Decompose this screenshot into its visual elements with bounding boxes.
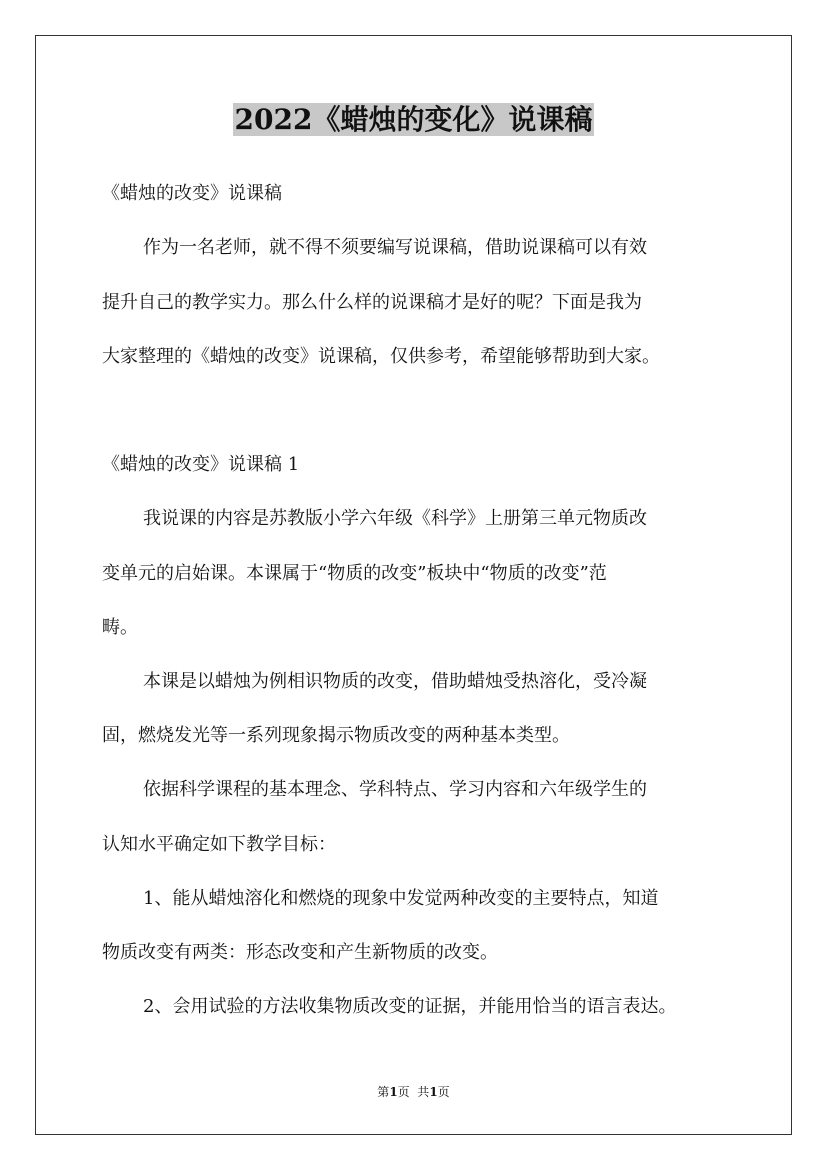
paragraph-line: 提升自己的教学实力。那么什么样的说课稿才是好的呢？下面是我为	[102, 292, 642, 313]
paragraph-line: 依据科学课程的基本理念、学科特点、学习内容和六年级学生的	[143, 779, 647, 800]
paragraph-line: 本课是以蜡烛为例相识物质的改变，借助蜡烛受热溶化，受冷凝	[143, 671, 647, 692]
document-title	[0, 98, 827, 142]
footer-prefix: 第	[377, 1085, 390, 1099]
paragraph-line: 变单元的启始课。本课属于“物质的改变”板块中“物质的改变”范	[102, 563, 607, 584]
paragraph-line: 固，燃烧发光等一系列现象揭示物质改变的两种基本类型。	[102, 725, 570, 746]
paragraph-line: 物质改变有两类：形态改变和产生新物质的改变。	[102, 942, 498, 963]
paragraph-line: 1、能从蜡烛溶化和燃烧的现象中发觉两种改变的主要特点，知道	[143, 888, 659, 909]
paragraph-line: 作为一名老师，就不得不须要编写说课稿，借助说课稿可以有效	[143, 237, 647, 258]
document-title-text: 2022《蜡烛的变化》说课稿	[234, 103, 593, 136]
footer-mid: 页 共	[397, 1085, 430, 1099]
paragraph-line: 大家整理的《蜡烛的改变》说课稿，仅供参考，希望能够帮助到大家。	[102, 346, 660, 367]
footer-page-number: 1	[389, 1085, 398, 1099]
footer-total-pages: 1	[429, 1085, 438, 1099]
paragraph-line: 畴。	[102, 617, 138, 638]
section-heading: 《蜡烛的改变》说课稿 1	[102, 454, 300, 475]
section-heading: 《蜡烛的改变》说课稿	[102, 183, 282, 204]
page-footer	[0, 1084, 827, 1100]
paragraph-line: 我说课的内容是苏教版小学六年级《科学》上册第三单元物质改	[143, 508, 647, 529]
paragraph-line: 2、会用试验的方法收集物质改变的证据，并能用恰当的语言表达。	[143, 996, 677, 1017]
paragraph-line: 认知水平确定如下教学目标：	[102, 834, 336, 855]
footer-suffix: 页	[437, 1085, 450, 1099]
